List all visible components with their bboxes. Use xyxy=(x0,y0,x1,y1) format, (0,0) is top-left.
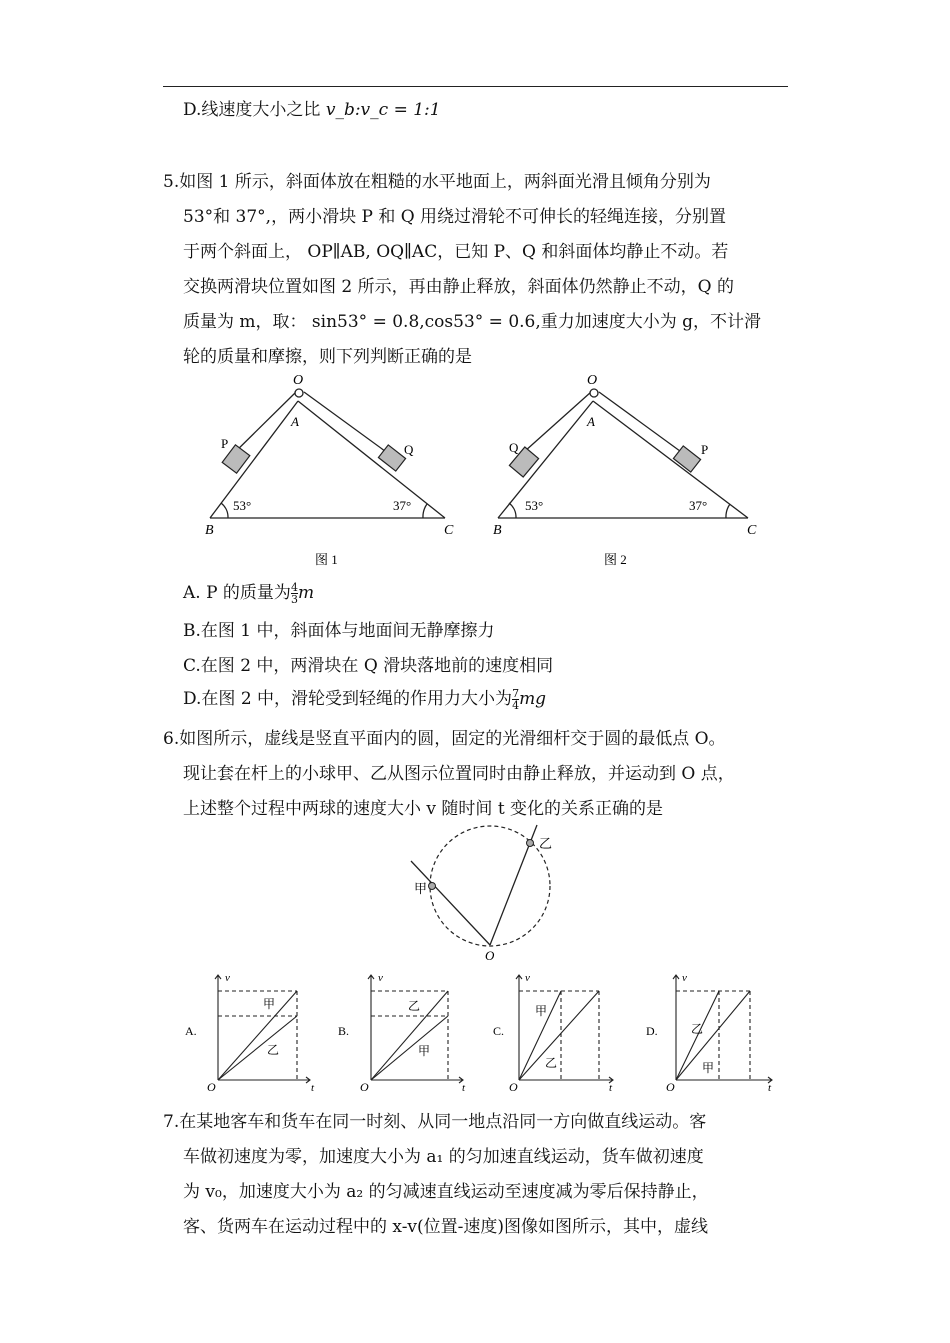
ball-jia xyxy=(429,883,436,890)
q5-line-3: 于两个斜面上， OP∥AB, OQ∥AC，已知 P、Q 和斜面体均静止不动。若 xyxy=(183,242,729,262)
label-angle-right: 37° xyxy=(393,498,412,513)
incline-left xyxy=(210,401,298,518)
label-o: O xyxy=(485,948,495,962)
q6-graph-c xyxy=(493,967,633,1092)
axis-t: t xyxy=(609,1082,613,1092)
label-angle-right: 37° xyxy=(689,498,708,513)
q4-option-d: D.线速度大小之比 v_b:v_c = 1:1 xyxy=(183,100,441,120)
line-lower xyxy=(519,991,599,1080)
label-lower: 甲 xyxy=(418,1044,431,1058)
graph-label: D. xyxy=(646,1024,658,1038)
origin: O xyxy=(207,1080,216,1092)
q6-line-3: 上述整个过程中两球的速度大小 v 随时间 t 变化的关系正确的是 xyxy=(183,799,664,819)
label-block-left: P xyxy=(221,436,229,451)
label-c: C xyxy=(747,523,757,538)
label-upper: 甲 xyxy=(535,1004,548,1018)
label-lower: 甲 xyxy=(702,1061,715,1075)
angle-arc-right xyxy=(423,504,427,518)
q5-option-c: C.在图 2 中，两滑块在 Q 滑块落地前的速度相同 xyxy=(183,656,554,676)
label-o: O xyxy=(293,373,304,388)
incline-right xyxy=(593,401,748,518)
label-block-right: Q xyxy=(404,442,414,457)
pulley xyxy=(295,389,303,397)
q5-figure-2 xyxy=(483,370,773,570)
header-rule xyxy=(163,86,788,87)
q7-line-2: 车做初速度为零，加速度大小为 a₁ 的匀加速直线运动，货车做初速度 xyxy=(183,1147,704,1167)
label-ball-jia: 甲 xyxy=(414,881,428,896)
incline-left xyxy=(498,401,593,518)
q6-line-2: 现让套在杆上的小球甲、乙从图示位置同时由静止释放，并运动到 O 点， xyxy=(183,764,735,784)
q5-line-6: 轮的质量和摩擦，则下列判断正确的是 xyxy=(183,347,472,367)
line-lower xyxy=(218,1016,297,1080)
axis-t: t xyxy=(768,1082,772,1092)
fraction: $\frac{7}{4}$ xyxy=(512,687,520,712)
axis-v: v xyxy=(225,972,230,984)
label-angle-left: 53° xyxy=(525,498,544,513)
q5-line-2: 53°和 37°,，两小滑块 P 和 Q 用绕过滑轮不可伸长的轻绳连接，分别置 xyxy=(183,207,727,227)
label-a: A xyxy=(587,414,595,429)
label-upper: 甲 xyxy=(263,997,276,1011)
line-upper xyxy=(218,991,297,1080)
q6-graph-b xyxy=(338,967,478,1092)
label-lower: 乙 xyxy=(267,1043,280,1057)
q6-circle-figure xyxy=(400,822,570,962)
axis-t: t xyxy=(311,1082,315,1092)
label-b: B xyxy=(493,523,502,538)
origin: O xyxy=(666,1080,675,1092)
graph-label: C. xyxy=(493,1024,505,1038)
graph-label: B. xyxy=(338,1024,350,1038)
axis-v: v xyxy=(378,972,383,984)
figure-caption: 图 2 xyxy=(604,552,627,567)
label-upper: 乙 xyxy=(691,1022,704,1036)
q5-figure-1 xyxy=(195,370,465,570)
q6-line-1: 6.如图所示，虚线是竖直平面内的圆，固定的光滑细杆交于圆的最低点 O。 xyxy=(163,729,726,749)
angle-arc-right xyxy=(726,504,730,518)
angle-arc-left xyxy=(221,503,228,518)
label-a: A xyxy=(291,414,299,429)
q6-graph-d xyxy=(646,967,786,1092)
fraction: $\frac{4}{3}$ xyxy=(290,581,298,606)
origin: O xyxy=(509,1080,518,1092)
q5-line-5: 质量为 m，取： sin53° = 0.8,cos53° = 0.6,重力加速度大小为 g，不计滑 xyxy=(183,312,762,332)
rod-left xyxy=(411,861,490,945)
q7-line-1: 7.在某地客车和货车在同一时刻、从同一地点沿同一方向做直线运动。客 xyxy=(163,1112,707,1132)
q7-line-3: 为 v₀，加速度大小为 a₂ 的匀减速直线运动至速度减为零后保持静止， xyxy=(183,1182,709,1202)
origin: O xyxy=(360,1080,369,1092)
q5-line-1: 5.如图 1 所示，斜面体放在粗糙的水平地面上，两斜面光滑且倾角分别为 xyxy=(163,172,711,192)
label-block-left: Q xyxy=(509,440,519,455)
figure-caption: 图 1 xyxy=(315,552,338,567)
q5-line-4: 交换两滑块位置如图 2 所示，再由静止释放，斜面体仍然静止不动，Q 的 xyxy=(183,277,734,297)
axis-v: v xyxy=(525,972,530,984)
label-lower: 乙 xyxy=(545,1056,558,1070)
q5-option-d: D.在图 2 中，滑轮受到轻绳的作用力大小为 $\frac{7}{4}$ mg xyxy=(183,687,547,712)
graph-label: A. xyxy=(185,1024,197,1038)
angle-arc-left xyxy=(509,503,516,518)
label-b: B xyxy=(205,523,214,538)
label-c: C xyxy=(444,523,454,538)
axis-t: t xyxy=(462,1082,466,1092)
incline-right xyxy=(298,401,445,518)
q6-graph-a xyxy=(185,967,325,1092)
q5-option-b: B.在图 1 中，斜面体与地面间无静摩擦力 xyxy=(183,621,495,641)
label-o: O xyxy=(587,373,598,388)
label-angle-left: 53° xyxy=(233,498,252,513)
line-lower xyxy=(371,1016,448,1080)
ball-yi xyxy=(527,840,534,847)
label-ball-yi: 乙 xyxy=(539,836,553,851)
label-block-right: P xyxy=(701,442,709,457)
pulley xyxy=(590,389,598,397)
q7-line-4: 客、货两车在运动过程中的 x-v(位置-速度)图像如图所示，其中，虚线 xyxy=(183,1217,709,1237)
q5-option-a: A. P 的质量为 $\frac{4}{3}$ m xyxy=(183,581,315,606)
label-upper: 乙 xyxy=(408,999,421,1013)
axis-v: v xyxy=(682,972,687,984)
